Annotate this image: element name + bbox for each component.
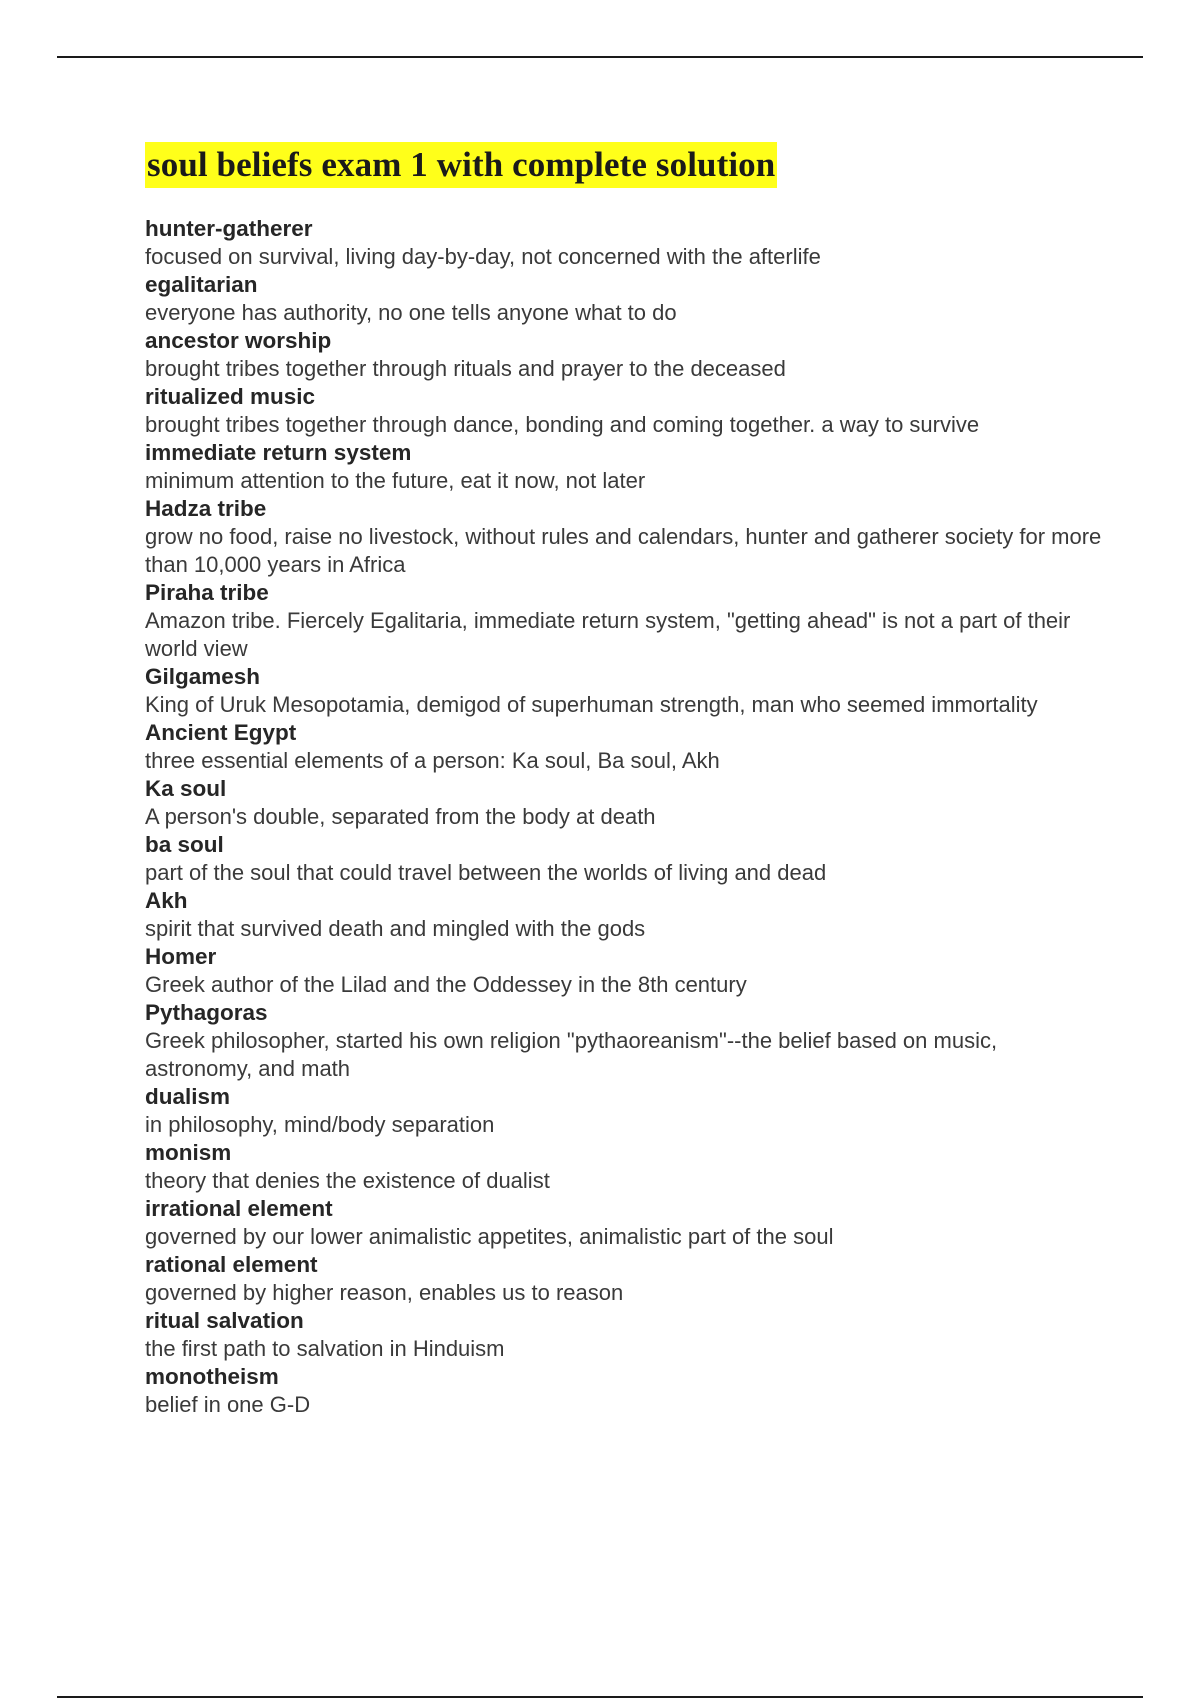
- document-title: soul beliefs exam 1 with complete solution: [145, 142, 777, 188]
- glossary-entry: [145, 999, 1105, 1083]
- entry-term: rational element: [145, 1252, 318, 1277]
- glossary-entry: [145, 1083, 1105, 1139]
- glossary-entry: [145, 1363, 1105, 1419]
- entry-definition: governed by higher reason, enables us to reason: [145, 1280, 624, 1305]
- entry-definition: part of the soul that could travel between the worlds of living and dead: [145, 860, 827, 885]
- glossary-entry: [145, 663, 1105, 719]
- glossary-entry: [145, 327, 1105, 383]
- glossary-entry: [145, 579, 1105, 663]
- entry-definition: King of Uruk Mesopotamia, demigod of superhuman strength, man who seemed immortality: [145, 692, 1038, 717]
- entry-definition: grow no food, raise no livestock, without rules and calendars, hunter and gatherer society for more than 10,000 years in Africa: [145, 524, 1102, 577]
- entry-definition: in philosophy, mind/body separation: [145, 1112, 495, 1137]
- glossary-entry: [145, 383, 1105, 439]
- entry-term: Homer: [145, 944, 217, 969]
- entry-term: ritualized music: [145, 384, 316, 409]
- entry-definition: three essential elements of a person: Ka soul, Ba soul, Akh: [145, 748, 720, 773]
- entry-definition: the first path to salvation in Hinduism: [145, 1336, 505, 1361]
- glossary-entry: [145, 1139, 1105, 1195]
- glossary-entry: [145, 1307, 1105, 1363]
- glossary-entry: [145, 271, 1105, 327]
- entry-term: Piraha tribe: [145, 580, 269, 605]
- entry-term: Gilgamesh: [145, 664, 261, 689]
- entry-definition: belief in one G-D: [145, 1392, 311, 1417]
- glossary-entry: [145, 439, 1105, 495]
- entry-definition: minimum attention to the future, eat it now, not later: [145, 468, 646, 493]
- entry-definition: Amazon tribe. Fiercely Egalitaria, immediate return system, "getting ahead" is not a part of their world view: [145, 608, 1071, 661]
- entry-term: immediate return system: [145, 440, 412, 465]
- entry-definition: governed by our lower animalistic appetites, animalistic part of the soul: [145, 1224, 834, 1249]
- entry-definition: everyone has authority, no one tells anyone what to do: [145, 300, 677, 325]
- entry-term: Ka soul: [145, 776, 227, 801]
- entry-definition: brought tribes together through dance, bonding and coming together. a way to survive: [145, 412, 980, 437]
- entry-term: monotheism: [145, 1364, 279, 1389]
- glossary-entry: [145, 215, 1105, 271]
- entry-term: Hadza tribe: [145, 496, 267, 521]
- entry-definition: Greek philosopher, started his own religion "pythaoreanism"--the belief based on music, astronomy, and math: [145, 1028, 998, 1081]
- entry-term: egalitarian: [145, 272, 258, 297]
- entry-definition: focused on survival, living day-by-day, not concerned with the afterlife: [145, 244, 821, 269]
- entry-definition: theory that denies the existence of dualist: [145, 1168, 550, 1193]
- entry-term: Ancient Egypt: [145, 720, 297, 745]
- glossary-entry: [145, 775, 1105, 831]
- entry-term: hunter-gatherer: [145, 216, 313, 241]
- glossary-entry: [145, 831, 1105, 887]
- glossary-entry: [145, 495, 1105, 579]
- entry-term: ancestor worship: [145, 328, 332, 353]
- glossary-list: [145, 215, 1105, 1419]
- entry-term: monism: [145, 1140, 232, 1165]
- entry-definition: brought tribes together through rituals and prayer to the deceased: [145, 356, 786, 381]
- footer-rule: [57, 1696, 1143, 1698]
- entry-term: ba soul: [145, 832, 224, 857]
- entry-definition: spirit that survived death and mingled with the gods: [145, 916, 646, 941]
- glossary-entry: [145, 719, 1105, 775]
- glossary-entry: [145, 1251, 1105, 1307]
- entry-definition: Greek author of the Lilad and the Oddessey in the 8th century: [145, 972, 747, 997]
- entry-definition: A person's double, separated from the body at death: [145, 804, 656, 829]
- header-rule: [57, 56, 1143, 58]
- glossary-entry: [145, 1195, 1105, 1251]
- glossary-entry: [145, 887, 1105, 943]
- title-block: [145, 142, 777, 188]
- entry-term: dualism: [145, 1084, 231, 1109]
- glossary-entry: [145, 943, 1105, 999]
- entry-term: Pythagoras: [145, 1000, 268, 1025]
- entry-term: ritual salvation: [145, 1308, 304, 1333]
- entry-term: irrational element: [145, 1196, 333, 1221]
- entry-term: Akh: [145, 888, 188, 913]
